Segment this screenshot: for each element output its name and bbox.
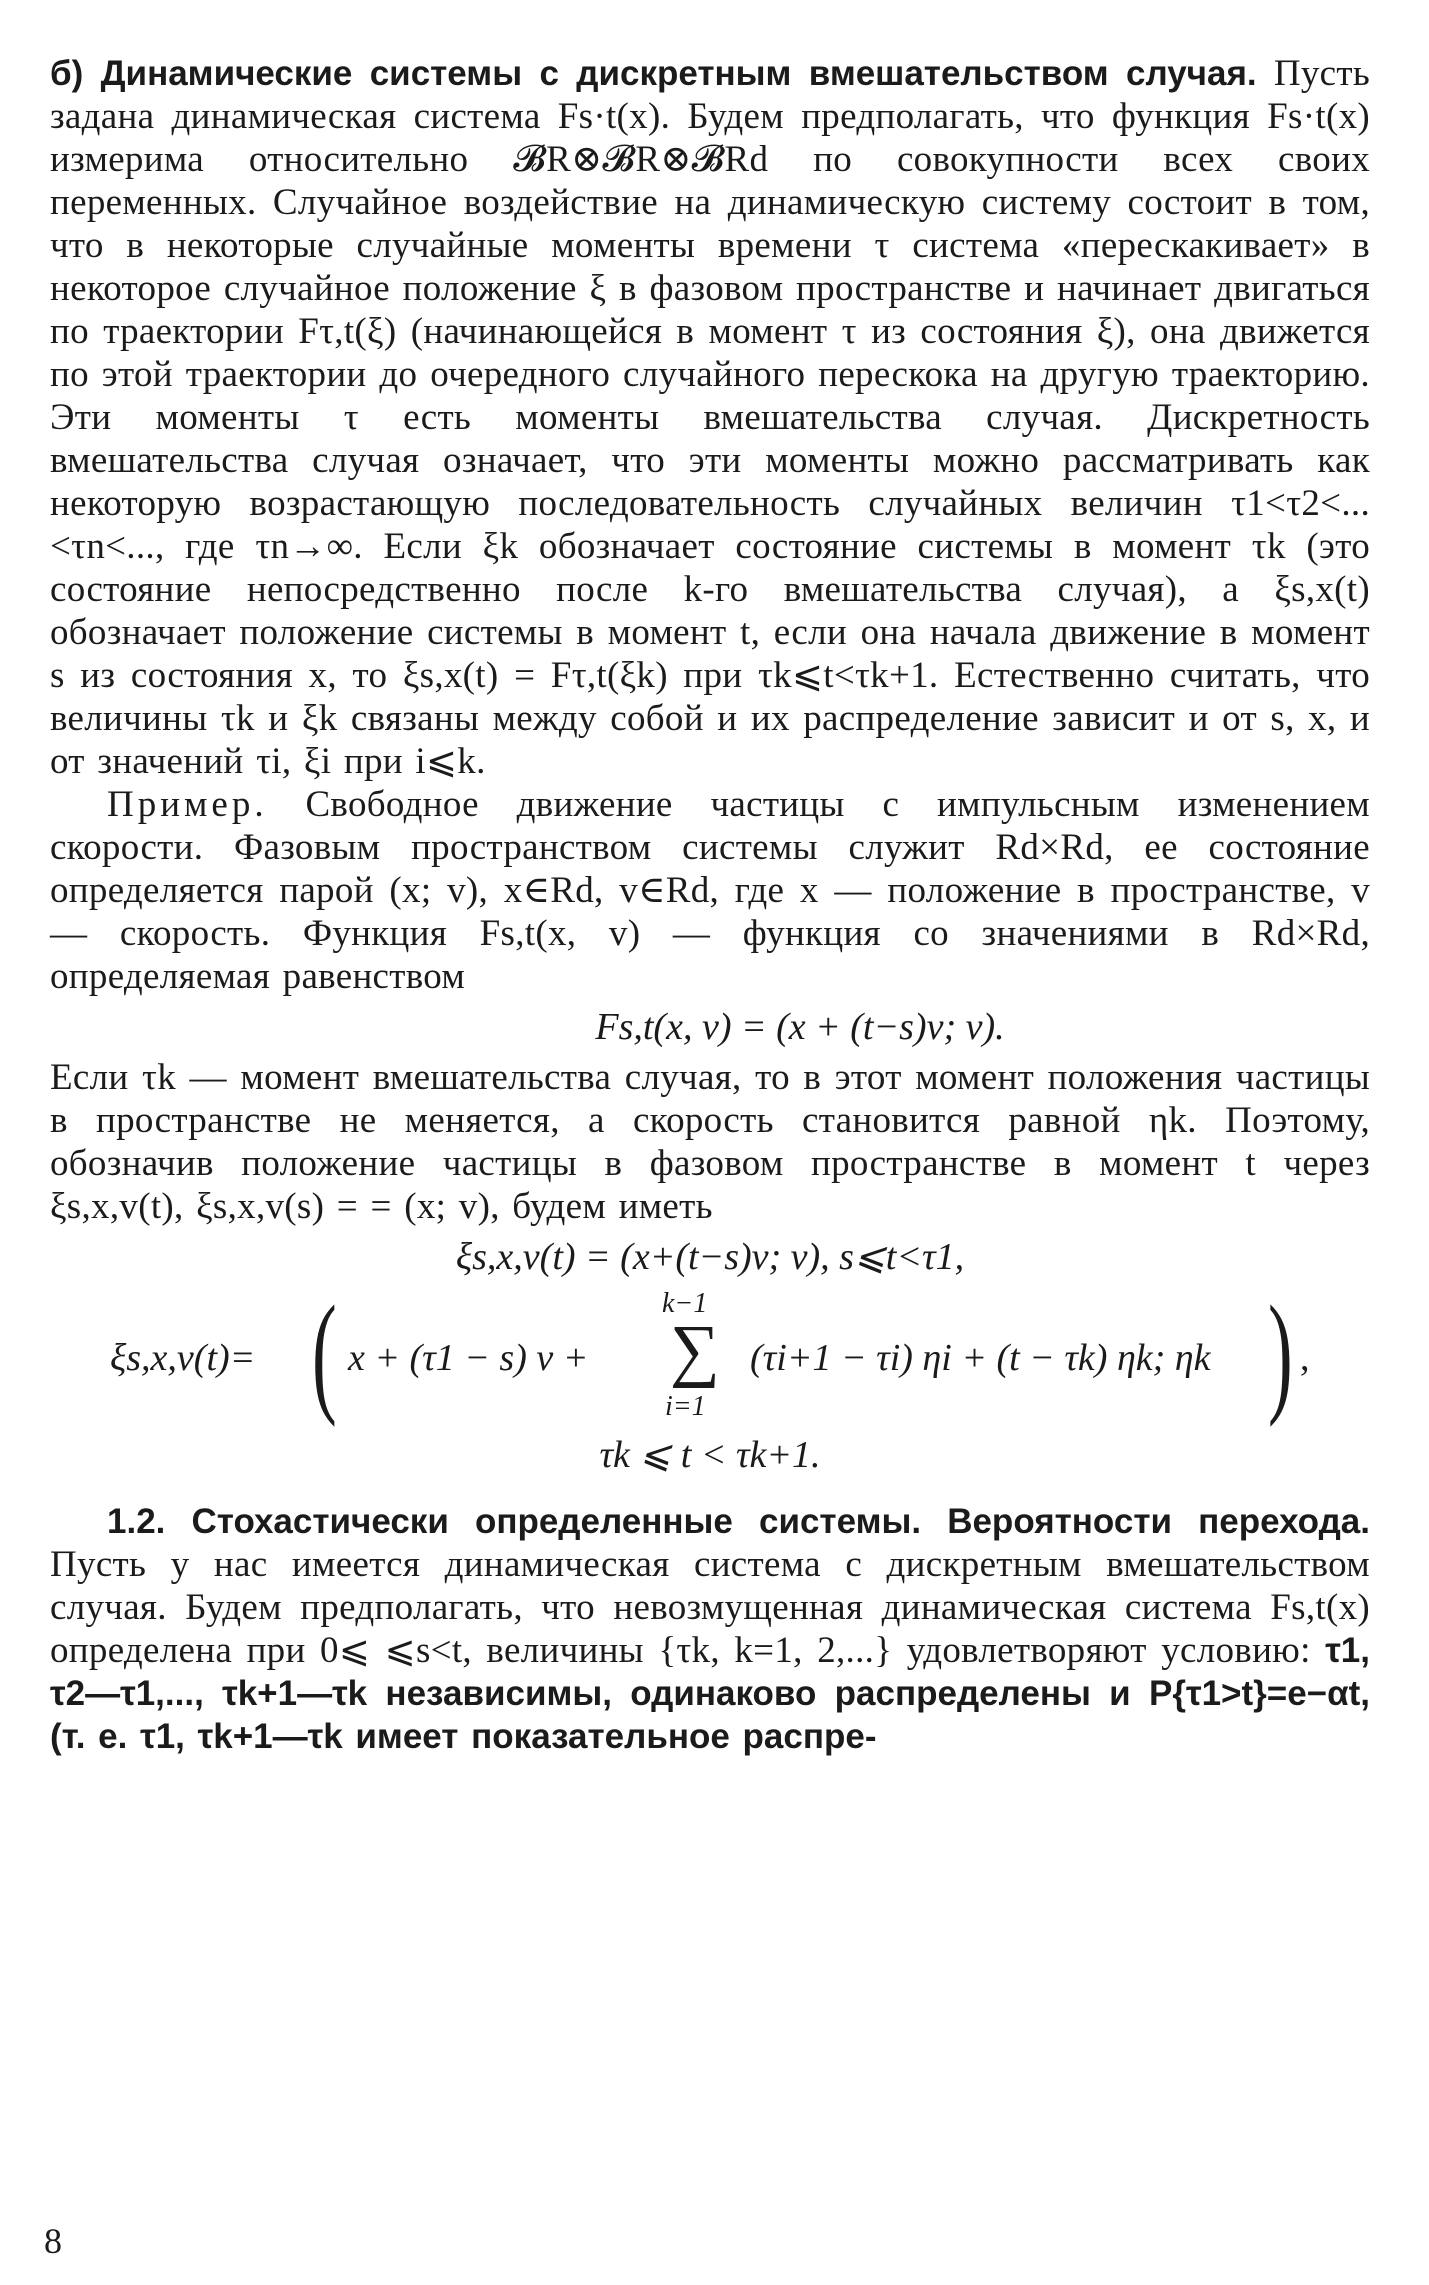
equation-free-motion: Fs,t(x, v) = (x + (t−s)v; v). bbox=[595, 1006, 1005, 1048]
example-text: Свободное движение частицы с импульсным изменением скорости. Фазовым пространством системы служит Rd×Rd, ее состояние определяется парой (x; v), x∈Rd, v∈Rd, где x — положение в пространстве, v — скорость. Функция Fs,t(x, v) — функция со значениями в Rd×Rd, определяемая равенством bbox=[50, 784, 1370, 997]
section-1-2-text bbox=[50, 1500, 1370, 1758]
page-number: 8 bbox=[44, 2221, 62, 2261]
equation-comma: , bbox=[1300, 1337, 1310, 1379]
equation-xi-sum bbox=[50, 1279, 1370, 1428]
section-1-2-body: Пусть у нас имеется динамическая система с дискретным вмешательством случая. Будем предполагать, что невозмущенная динамическая система Fs,t(x) определена при 0⩽ ⩽s<t, величины {τk, k=1, 2,...} удовлетворяют условию: bbox=[50, 1544, 1370, 1671]
example-after-text: Если τk — момент вмешательства случая, то в этот момент положения частицы в пространстве не меняется, а скорость становится равной ηk. Поэтому, обозначив положение частицы в фазовом пространстве в момент t через ξs,x,v(t), ξs,x,v(s) = = (x; v), будем иметь bbox=[50, 1057, 1370, 1227]
sum-upper-limit: k−1 bbox=[662, 1288, 708, 1319]
sum-sign-icon: ∑ bbox=[670, 1312, 720, 1389]
section-b-text bbox=[50, 52, 1370, 783]
equation-xi-initial: ξs,x,v(t) = (x+(t−s)v; v), s⩽t<τ1, bbox=[455, 1236, 965, 1278]
equation-part2: (τi+1 − τi) ηi + (t − τk) ηk; ηk bbox=[750, 1337, 1211, 1379]
example-label: Пример. bbox=[107, 784, 268, 825]
right-paren: ) bbox=[1268, 1279, 1293, 1428]
section-1-2-bold-tail: τ1, τ2—τ1,..., τk+1—τk независимы, одинаково распределены и P{τ1>t}=e−αt, (т. е. τ1, τk+1—τk имеет показательное распре- bbox=[50, 1631, 1370, 1756]
equation-interval: τk ⩽ t < τk+1. bbox=[599, 1434, 821, 1476]
section-b-paragraph: Пусть задана динамическая система Fs·t(x). Будем предполагать, что функция Fs·t(x) измерима относительно 𝓑R⊗𝓑R⊗𝓑Rd по совокупности всех своих переменных. Случайное воздействие на динамическую систему состоит в том, что в некоторые случайные моменты времени τ система «перескакивает» в некоторое случайное положение ξ в фазовом пространстве и начинает двигаться по траектории Fτ,t(ξ) (начинающейся в момент τ из состояния ξ), она движется по этой траектории до очередного случайного перескока на другую траекторию. Эти моменты τ есть моменты вмешательства случая. Дискретность вмешательства случая означает, что эти моменты можно рассматривать как некоторую возрастающую последовательность случайных величин τ1<τ2<... <τn<..., где τn→∞. Если ξk обозначает состояние системы в момент τk (это состояние непосредственно после k-го вмешательства случая), а ξs,x(t) обозначает положение системы в момент t, если она начала движение в момент s из состояния x, то ξs,x(t) = Fτ,t(ξk) при τk⩽t<τk+1. Естественно считать, что величины τk и ξk связаны между собой и их распределение зависит и от s, x, и от значений τi, ξi при i⩽k. bbox=[50, 53, 1370, 782]
section-b-heading: б) Динамические системы с дискретным вмешательством случая. bbox=[50, 54, 1257, 93]
equation-part1: x + (τ1 − s) v + bbox=[348, 1337, 589, 1379]
example-paragraph bbox=[50, 783, 1370, 998]
equation-lhs: ξs,x,v(t)= bbox=[110, 1337, 256, 1379]
sum-lower-limit: i=1 bbox=[665, 1391, 706, 1422]
left-paren: ( bbox=[312, 1279, 337, 1428]
page-body bbox=[50, 52, 1370, 1758]
section-1-2-heading: 1.2. Стохастически определенные системы. Вероятности перехода. bbox=[107, 1502, 1370, 1541]
